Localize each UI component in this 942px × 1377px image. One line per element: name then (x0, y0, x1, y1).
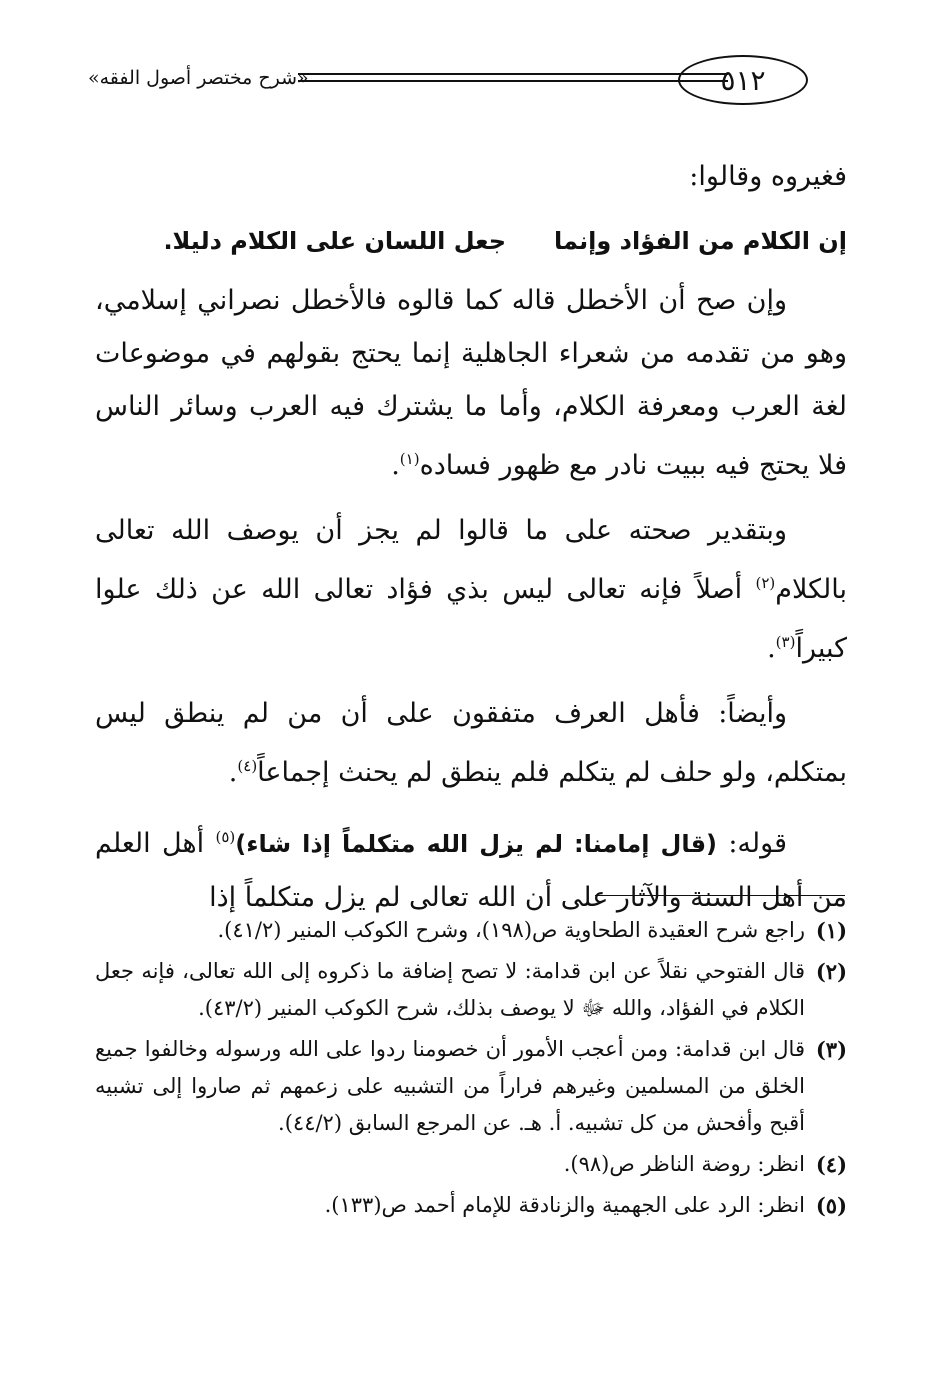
page-header (78, 55, 848, 105)
header-rules (298, 73, 728, 87)
footnote-ref[interactable]: (١) (399, 450, 420, 468)
footnote: (٥) انظر: الرد على الجهمية والزنادقة للإمام أحمد ص(١٣٣). (324, 1193, 847, 1218)
page-number: ٥١٢ (678, 55, 808, 105)
paragraph-2: وبتقدير صحته على ما قالوا لم يجز أن يوصف الله تعالى بالكلام$^{(٢)}$ أصلاً فإنه تعالى ليس بذي فؤاد تعالى الله عن ذلك علوا كبيراً$^{(٣)}$. (95, 515, 847, 664)
paragraph-1: وإن صح أن الأخطل قاله كما قالوه فالأخطل نصراني إسلامي، وهو من تقدمه من شعراء الجاهلية إنما يحتج بقولهم في موضوعات لغة العرب ومعرفة الكلام، وأما ما يشترك فيه العرب وسائر الناس فلا يحتج فيه ببيت نادر مع ظهور فساده$^{(١)}$. (95, 285, 847, 481)
verse (95, 215, 847, 268)
paragraph-3: وأيضاً: فأهل العرف متفقون على أن من لم ينطق ليس بمتكلم، ولو حلف لم يتكلم فلم ينطق لم يحنث إجماعاً$^{(٤)}$. (95, 698, 847, 788)
footnote-divider (595, 895, 845, 896)
verse-part-1: إن الكلام من الفؤاد وإنما (554, 227, 847, 255)
footnote: (٤) انظر: روضة الناظر ص(٩٨). (563, 1152, 847, 1177)
intro-line: فغيروه وقالوا: (689, 161, 847, 192)
quoted-text: (قال إمامنا: لم يزل الله متكلماً إذا شاء) (235, 830, 718, 858)
book-title: «شرح مختصر أصول الفقه» (88, 67, 309, 89)
footnote-ref[interactable]: (٤) (237, 757, 258, 775)
verse-part-2: جعل اللسان على الكلام دليلا. (163, 227, 507, 255)
footnote-ref[interactable]: (٣) (775, 633, 796, 651)
footnote-ref[interactable]: (٥) (215, 828, 236, 846)
main-text (95, 150, 847, 936)
paragraph-4: قوله: (قال إمامنا: لم يزل الله متكلماً إذا شاء)$^{(٥)}$ أهل العلم من أهل السنة والآثار على أن الله تعالى لم يزل متكلماً إذا (95, 828, 847, 913)
footnote: (٢) قال الفتوحي نقلاً عن ابن قدامة: لا تصح إضافة ما ذكروه إلى الله تعالى، فإنه جعل الكلام في الفؤاد، والله ﷻ لا يوصف بذلك، شرح الكوكب المنير (٤٣/٢). (95, 959, 847, 1020)
footnote-ref[interactable]: (٢) (755, 574, 776, 592)
footnotes (95, 912, 847, 1228)
footnote: (١) راجع شرح العقيدة الطحاوية ص(١٩٨)، وشرح الكوكب المنير (٤١/٢). (217, 918, 847, 943)
footnote: (٣) قال ابن قدامة: ومن أعجب الأمور أن خصومنا ردوا على الله ورسوله وخالفوا جميع الخلق من المسلمين وغيرهم فراراً من التشبيه على زعمهم ثم صاروا إلى تشبيه أقبح وأفحش من كل تشبيه. أ. هـ. عن المرجع السابق (٤٤/٢). (95, 1037, 847, 1135)
